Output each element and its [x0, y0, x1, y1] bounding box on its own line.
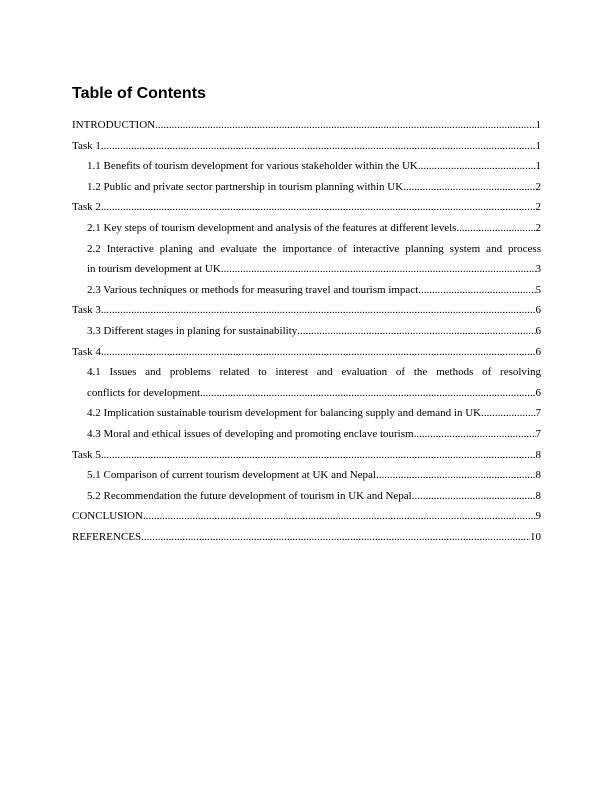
dot-leader [101, 136, 536, 157]
dot-leader [200, 383, 535, 404]
toc-entry-2-3[interactable] [72, 280, 541, 301]
toc-entry-label: INTRODUCTION [72, 119, 156, 131]
toc-entry-label-line-1: 4.1 Issues and problems related to interest and evaluation of the methods of resolving [87, 366, 541, 379]
toc-entry-label: 2.1 Key steps of tourism development and analysis of the features at different levels [87, 221, 457, 234]
toc-page-number: 1 [535, 119, 541, 131]
toc-entry-label-line-2: conflicts for development [87, 386, 201, 399]
toc-entry-task-5[interactable] [72, 445, 541, 466]
toc-page-number: 7 [535, 407, 541, 420]
toc-page-number: 3 [535, 263, 541, 276]
dot-leader [414, 424, 536, 445]
toc-entry-conclusion[interactable] [72, 506, 541, 527]
toc-page-number: 1 [535, 139, 541, 152]
toc-entry-task-4[interactable] [72, 342, 541, 363]
toc-page-number: 1 [535, 160, 541, 173]
toc-entry-task-3[interactable] [72, 300, 541, 321]
dot-leader [101, 342, 536, 363]
dot-leader [221, 259, 536, 280]
toc-entry-label-line-1: 2.2 Interactive planing and evaluate the importance of interactive planning system and process [87, 242, 541, 255]
toc-entry-4-1[interactable] [72, 362, 541, 403]
toc-page-number: 6 [535, 345, 541, 358]
toc-entry-4-3[interactable] [72, 424, 541, 445]
toc-page-number: 10 [530, 530, 541, 543]
toc-page-number: 6 [535, 324, 541, 337]
toc-entry-label: CONCLUSION [72, 510, 143, 523]
toc-entry-label: Task 5 [72, 448, 101, 461]
toc-entry-label: 1.2 Public and private sector partnership in tourism planning within UK [87, 180, 404, 193]
dot-leader [101, 445, 536, 466]
toc-entry-label: 4.3 Moral and ethical issues of developing and promoting enclave tourism [87, 427, 414, 440]
toc-entry-label: Task 1 [72, 139, 101, 152]
toc-page-number: 2 [535, 201, 541, 214]
toc-page-number: 8 [535, 489, 541, 502]
toc-entry-introduction[interactable] [72, 115, 541, 136]
toc-entry-label: 2.3 Various techniques or methods for measuring travel and tourism impact. [87, 283, 422, 296]
toc-entry-2-1[interactable] [72, 218, 541, 239]
dot-leader [484, 403, 536, 424]
dot-leader [297, 321, 535, 342]
toc-entry-label: 5.2 Recommendation the future development of tourism in UK and Nepal [87, 489, 412, 502]
toc-entry-4-2[interactable] [72, 403, 541, 424]
toc-entry-label: Task 3 [72, 304, 101, 317]
toc-title: Table of Contents [72, 85, 206, 102]
dot-leader [155, 115, 535, 136]
dot-leader [421, 156, 536, 177]
dot-leader [403, 177, 535, 198]
dot-leader [412, 486, 536, 507]
toc-page-number: 8 [535, 448, 541, 461]
toc-page-number: 5 [535, 283, 541, 296]
toc-entry-task-1[interactable] [72, 136, 541, 157]
toc-entry-label: 4.2 Implication sustainable tourism development for balancing supply and demand in UK. [87, 407, 484, 420]
toc-page-number: 7 [535, 427, 541, 440]
toc-entry-label-line-2: in tourism development at UK [87, 263, 221, 276]
toc-entry-label: Task 2 [72, 201, 101, 214]
toc-entry-2-2[interactable] [72, 239, 541, 280]
toc-page-number: 6 [535, 386, 541, 399]
toc-entry-task-2[interactable] [72, 197, 541, 218]
toc-entry-5-2[interactable] [72, 486, 541, 507]
table-of-contents [72, 115, 541, 547]
toc-entry-3-3[interactable] [72, 321, 541, 342]
toc-entry-references[interactable] [72, 527, 541, 548]
dot-leader [141, 527, 530, 548]
toc-entry-label: 3.3 Different stages in planing for sustainability [87, 324, 298, 337]
toc-page-number: 9 [535, 510, 541, 523]
dot-leader [143, 506, 536, 527]
toc-entry-1-1[interactable] [72, 156, 541, 177]
toc-entry-label: Task 4 [72, 345, 101, 358]
dot-leader [101, 197, 536, 218]
toc-entry-5-1[interactable] [72, 465, 541, 486]
dot-leader [101, 300, 536, 321]
toc-entry-1-2[interactable] [72, 177, 541, 198]
toc-page-number: 6 [535, 304, 541, 317]
toc-entry-label: 5.1 Comparison of current tourism development at UK and Nepal [87, 469, 376, 482]
toc-page-number: 8 [535, 469, 541, 482]
toc-page-number: 2 [535, 180, 541, 193]
dot-leader [456, 218, 535, 239]
toc-page-number: 2 [535, 221, 541, 234]
dot-leader [421, 280, 535, 301]
dot-leader [376, 465, 536, 486]
toc-entry-label: 1.1 Benefits of tourism development for various stakeholder within the UK. [87, 160, 421, 173]
toc-entry-label: REFERENCES [72, 530, 142, 543]
